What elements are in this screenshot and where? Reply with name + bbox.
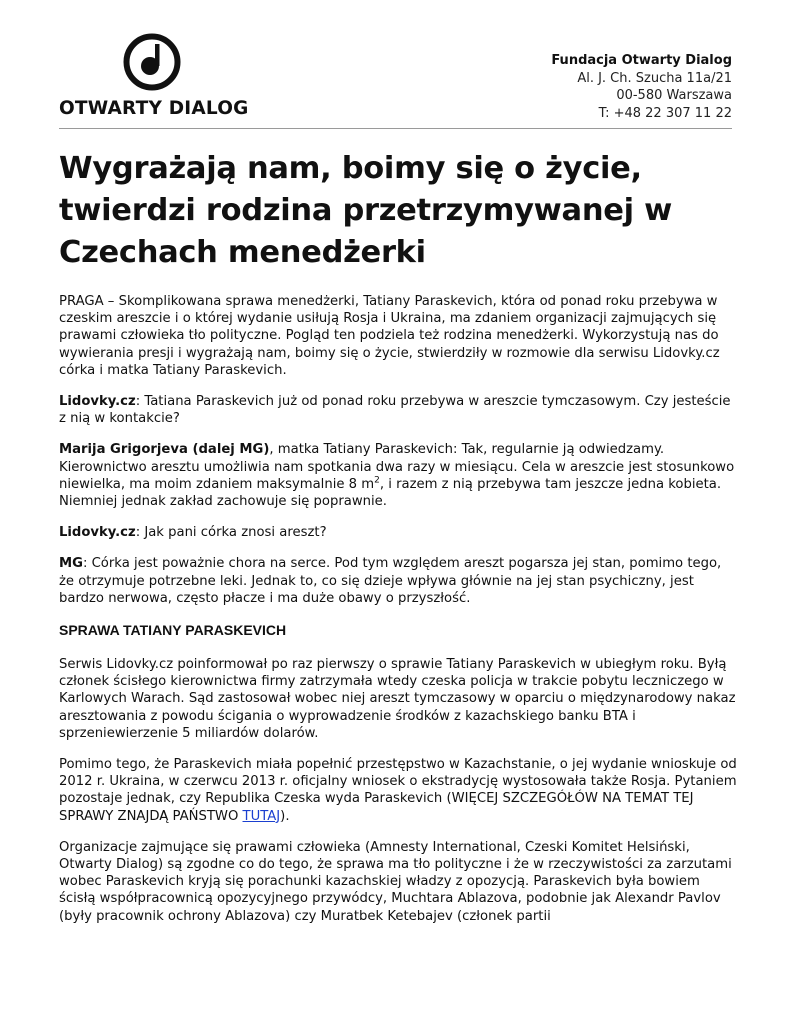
paragraph: Organizacje zajmujące się prawami człowieka (Amnesty International, Czeski Komitet Helsiński, Otwarty Dialog) są zgodne co do tego, że sprawa ma tło polityczne i że w rzeczywistości za zarzutami wobec Paraskevich kryją się porachunki kazachskiej władzy z opozycją. Paraskevich była bowiem ścisłą współpracownicą opozycyjnego przywódcy, Muchtara Ablazova, podobnie jak Alexandr Pavlov (były pracownik ochrony Ablazova) czy Muratbek Ketebajev (członek partii xyxy=(59,839,732,924)
address-city: 00-580 Warszawa xyxy=(616,88,732,103)
question-text: : Jak pani córka znosi areszt? xyxy=(135,525,327,541)
speaker-label: Lidovky.cz xyxy=(59,525,136,541)
speaker-label: MG xyxy=(59,556,83,572)
article-title: Wygrażają nam, boimy się o życie, twierdzi rodzina przetrzymywanej w Czechach menedżerki xyxy=(59,151,672,270)
paragraph: Serwis Lidovky.cz poinformował po raz pierwszy o sprawie Tatiany Paraskevich w ubiegłym roku. Byłą członek ścisłego kierownictwa firmy zatrzymała wtedy czeska policja w trakcie pobytu leczniczego w Karlowych Warach. Sąd zastosował wobec niej areszt tymczasowy w oparciu o międzynarodowy nakaz aresztowania z powodu ścigania o wyprowadzenie środków z kazachskiego banku BTA i sprzeniewierzenie 5 miliardów dolarów. xyxy=(59,657,736,741)
paragraph xyxy=(59,756,739,825)
speaker-label: Marija Grigorjeva (dalej MG) xyxy=(59,442,270,458)
answer-text: , matka Tatiany Paraskevich: Tak, regularnie ją odwiedzamy. Kierownictwo aresztu umożliwia nam spotkania dwa razy w miesiącu. Cela w areszcie jest stosunkowo niewielka, ma moim zdaniem maksymalnie 8 m xyxy=(59,442,735,492)
organization-name: Fundacja Otwarty Dialog xyxy=(551,53,732,68)
paragraph-text-end: ). xyxy=(280,808,290,824)
question-2 xyxy=(59,524,739,541)
phone-number: T: +48 22 307 11 22 xyxy=(598,105,732,121)
organization-address-block xyxy=(551,52,732,122)
answer-2 xyxy=(59,555,739,607)
question-1 xyxy=(59,393,739,427)
paragraph-text: Pomimo tego, że Paraskevich miała popełnić przestępstwo w Kazachstanie, o jej wydanie wnioskuje od 2012 r. Ukraina, w czerwcu 2013 r. oficjalny wniosek o ekstradycję wystosowała także Rosja. Pytaniem pozostaje jednak, czy Republika Czeska wyda Paraskevich (WIĘCEJ SZCZEGÓŁÓW NA TEMAT TEJ SPRAWY ZNAJDĄ PAŃSTWO xyxy=(59,757,737,824)
answer-text-continued: , i razem z nią przebywa tam jeszcze jedna kobieta. Niemniej jednak zakład zachowuje się poprawnie. xyxy=(59,476,722,510)
section-heading: SPRAWA TATIANY PARASKEVICH xyxy=(59,622,287,639)
superscript: 2 xyxy=(374,475,380,486)
logo-wordmark: OTWARTY DIALOG xyxy=(59,98,249,119)
answer-1 xyxy=(59,441,739,510)
note-logo-icon xyxy=(123,33,181,91)
speaker-label: Lidovky.cz xyxy=(59,394,136,410)
header-divider xyxy=(59,128,732,129)
question-text: : Tatiana Paraskevich już od ponad roku przebywa w areszcie tymczasowym. Czy jesteście z nią w kontakcie? xyxy=(59,394,731,427)
details-link[interactable]: TUTAJ xyxy=(242,808,281,824)
otwarty-dialog-logo xyxy=(59,33,249,123)
article-body xyxy=(59,293,739,939)
intro-paragraph: PRAGA – Skomplikowana sprawa menedżerki, Tatiany Paraskevich, która od ponad roku przebywa w czeskim areszcie i o której wydanie usiłują Rosja i Ukraina, ma zdaniem organizacji zajmujących się prawami człowieka tło polityczne. Pogląd ten podziela też rodzina menedżerki. Wykorzystują nas do wywierania presji i wygrażają nam, boimy się o życie, stwierdziły w rozmowie dla serwisu Lidovky.cz córka i matka Tatiany Paraskevich. xyxy=(59,294,720,378)
address-street: Al. J. Ch. Szucha 11a/21 xyxy=(577,70,732,86)
answer-text: : Córka jest poważnie chora na serce. Pod tym względem areszt pogarsza jej stan, pomimo tego, że otrzymuje potrzebne leki. Jednak to, co się dzieje wpływa głównie na jej stan psychiczny, jest bardzo nerwowa, często płacze i ma duże obawy o przyszłość. xyxy=(59,556,722,606)
